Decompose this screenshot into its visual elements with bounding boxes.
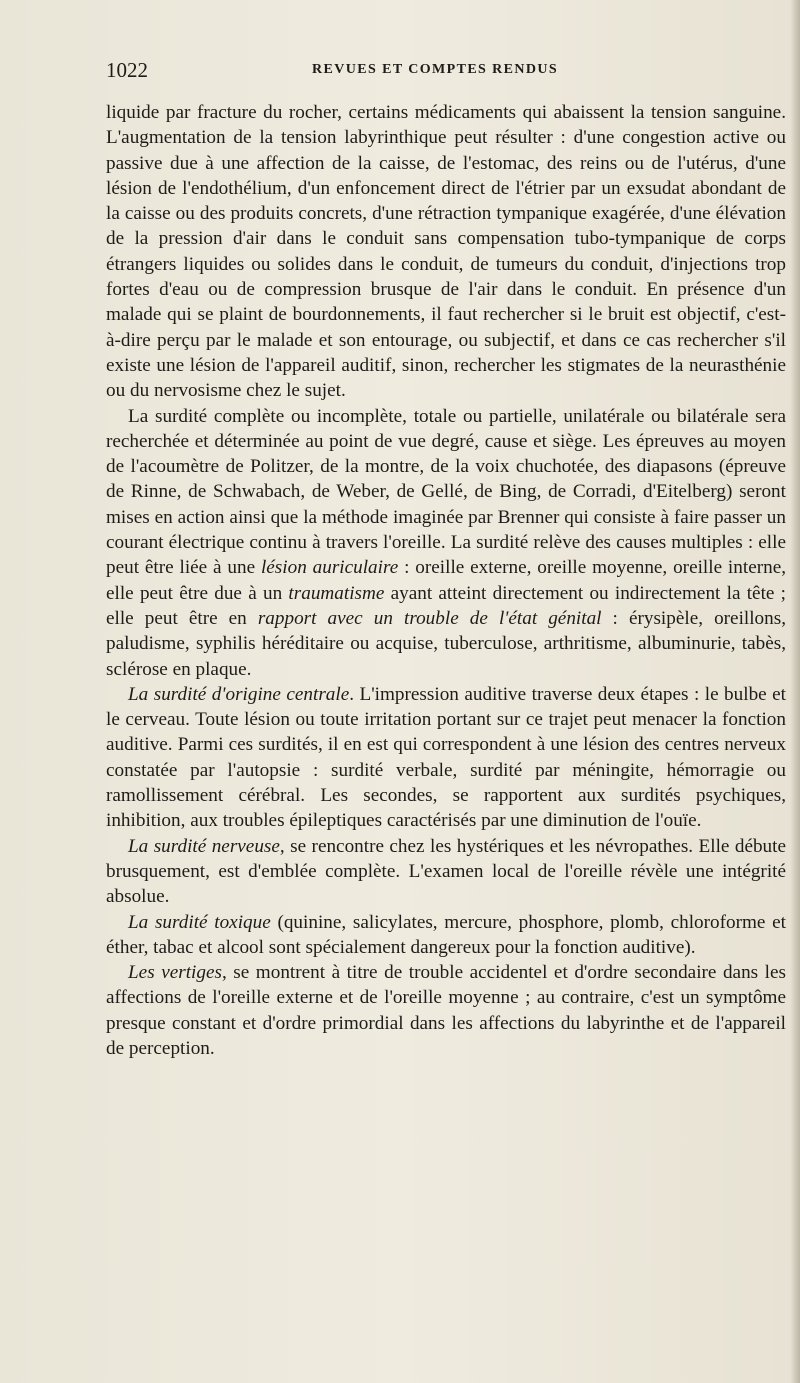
italic-phrase: La surdité d'origine centrale bbox=[128, 683, 350, 705]
paragraph bbox=[106, 404, 786, 682]
paragraph bbox=[106, 910, 786, 961]
italic-phrase: rapport avec un trouble de l'état génital bbox=[257, 607, 602, 629]
text-run: ayant atteint directement ou indirectement la tête ; elle peut être en bbox=[106, 582, 787, 629]
paragraph bbox=[106, 682, 786, 834]
text-run: La surdité complète ou incomplète, totale ou partielle, unilatérale ou bilatérale sera recherchée et déterminée au point de vue degré, cause et siège. Les épreuves au moyen de l'acoumètre de Politzer, de la montre, de la voix chuchotée, des diapasons (épreuve de Rinne, de Schwabach, de Weber, de Gellé, de Bing, de Corradi, d'Eitelberg) seront mises en action ainsi que la méthode imaginée par Brenner qui consiste à faire passer un courant électrique continu à travers l'oreille. La surdité relève des causes multiples : elle peut être liée à une bbox=[106, 405, 786, 579]
text-run: , se rencontre chez les hystériques et les névropathes. Elle débute brusquement, est d'emblée complète. L'examen local de l'oreille révèle une intégrité absolue. bbox=[106, 835, 786, 908]
page-number: 1022 bbox=[106, 58, 148, 82]
text-run: liquide par fracture du rocher, certains médicaments qui abaissent la tension sanguine. L'augmentation de la tension labyrinthique peut résulter : d'une congestion active ou passive due à une affection de la caisse, de l'estomac, des reins ou de l'utérus, d'une lésion de l'endothélium, d'un enfoncement direct de l'étrier par un exsudat abondant de la caisse ou des produits concrets, d'une rétraction tympanique exagérée, d'une élévation de la pression d'air dans le conduit sans compensation tubo-tympanique de corps étrangers liquides ou solides dans le conduit, de tumeurs du conduit, d'injections trop fortes d'eau ou de compression brusque de l'air dans le conduit. En présence d'un malade qui se plaint de bourdonnements, il faut rechercher si le bruit est objectif, c'est-à-dire perçu par le malade et son entourage, ou subjectif, et dans ce cas rechercher s'il existe une lésion de l'appareil auditif, sinon, rechercher les stigmates de la neurasthénie ou du nervosisme chez le sujet. bbox=[106, 102, 786, 402]
page-header bbox=[106, 58, 786, 88]
italic-phrase: traumatisme bbox=[288, 582, 385, 604]
text-run: . L'impression auditive traverse deux étapes : le bulbe et le cerveau. Toute lésion ou toute irritation portant sur ce trajet peut menacer la fonction auditive. Parmi ces surdités, il en est qui correspondent à une lésion des centres nerveux constatée par l'autopsie : surdité verbale, surdité par méningite, hémorragie ou ramollissement cérébral. Les secondes, se rapportent aux surdités psychiques, inhibition, aux troubles épileptiques caractérisés par une diminution de l'ouïe. bbox=[106, 683, 786, 832]
paragraph bbox=[106, 100, 786, 404]
text-run: , se montrent à titre de trouble accidentel et d'ordre secondaire dans les affections de l'oreille externe et de l'oreille moyenne ; au contraire, c'est un symptôme presque constant et d'ordre primordial dans les affections du labyrinthe et de l'appareil de perception. bbox=[106, 962, 786, 1059]
text-run: : érysipèle, oreillons, paludisme, syphilis héréditaire ou acquise, tuberculose, arthritisme, albuminurie, tabès, sclérose en plaque. bbox=[106, 607, 787, 680]
page-edge-shadow bbox=[790, 0, 800, 1383]
italic-phrase: La surdité toxique bbox=[128, 911, 271, 933]
italic-phrase: Les vertiges bbox=[128, 962, 222, 984]
paragraph bbox=[106, 960, 786, 1061]
body-text bbox=[106, 100, 786, 1061]
italic-phrase: La surdité nerveuse bbox=[128, 835, 280, 857]
italic-phrase: lésion auriculaire bbox=[260, 557, 399, 579]
running-title: REVUES ET COMPTES RENDUS bbox=[312, 62, 559, 77]
text-run: : oreille externe, oreille moyenne, oreille interne, elle peut être due à un bbox=[106, 557, 787, 604]
paragraph bbox=[106, 834, 786, 910]
text-run: (quinine, salicylates, mercure, phosphore, plomb, chloroforme et éther, tabac et alcool sont spécialement dangereux pour la fonction auditive). bbox=[106, 911, 786, 958]
